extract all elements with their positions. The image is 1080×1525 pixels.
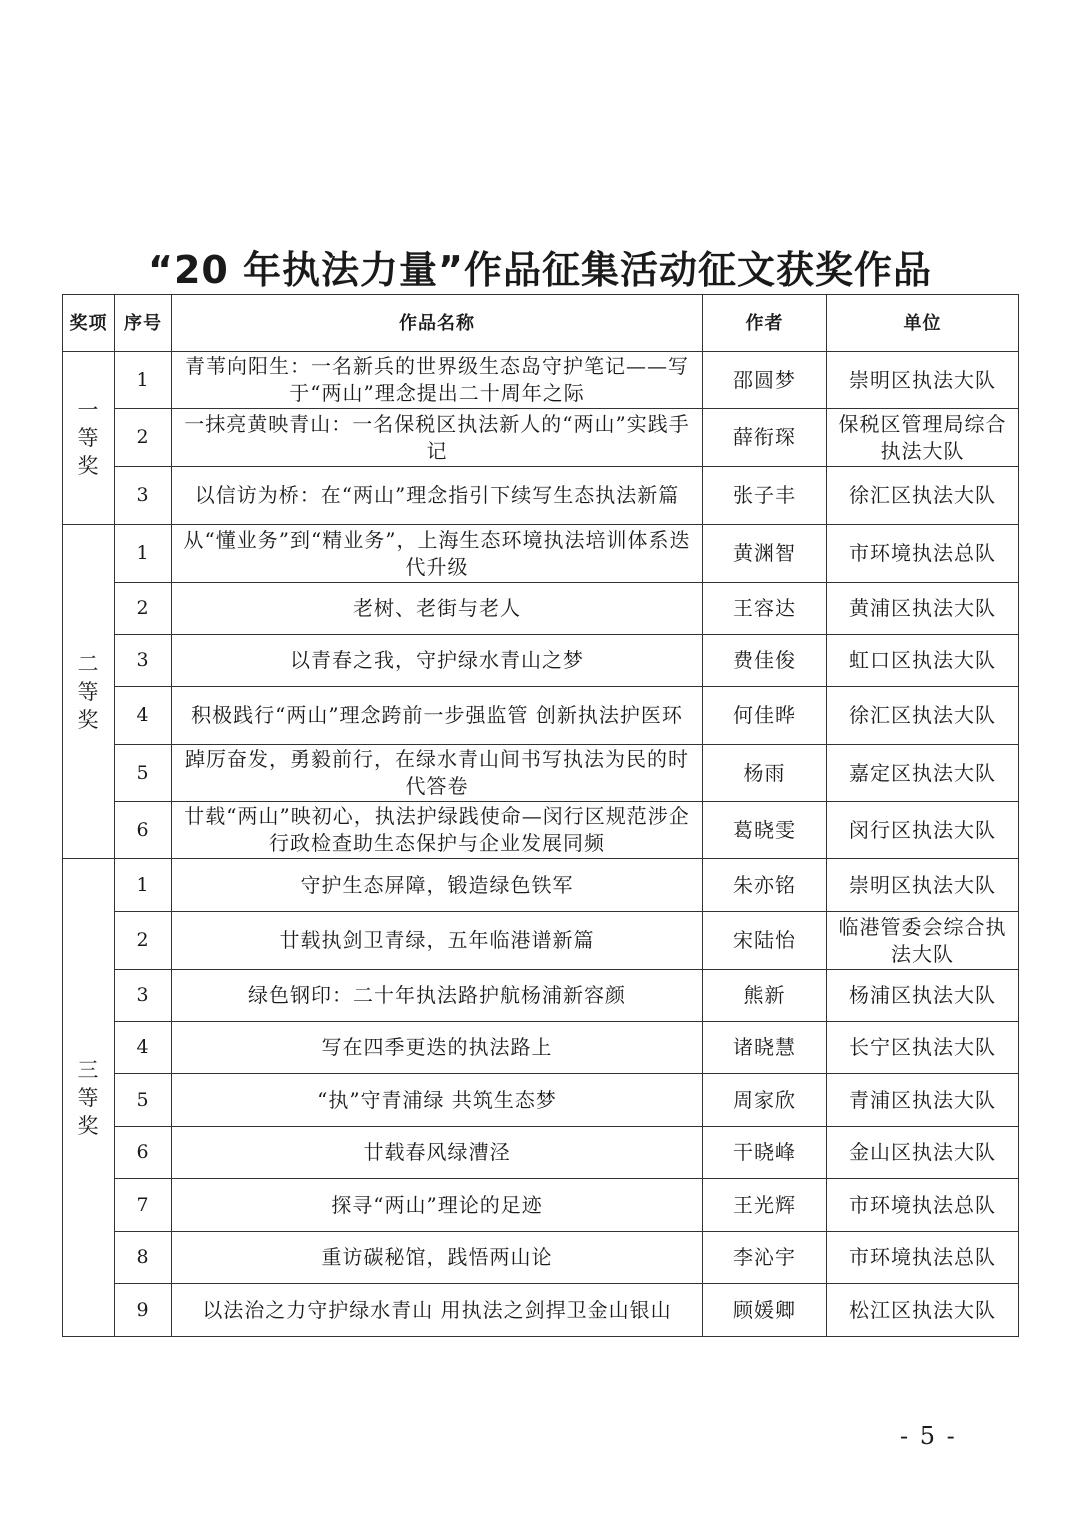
- table-row: [63, 687, 1019, 745]
- author-cell: 王光辉: [703, 1179, 827, 1232]
- index-cell: 1: [115, 525, 172, 583]
- work-title-cell: 廿载“两山”映初心，执法护绿践使命—闵行区规范涉企行政检查助生态保护与企业发展同频: [172, 802, 703, 859]
- author-cell: 诸晓慧: [703, 1022, 827, 1074]
- unit-cell: 市环境执法总队: [827, 1232, 1019, 1284]
- work-title-cell: 以青春之我，守护绿水青山之梦: [172, 635, 703, 687]
- work-title-cell: 守护生态屏障，锻造绿色铁军: [172, 859, 703, 912]
- work-title-cell: 一抹亮黄映青山：一名保税区执法新人的“两山”实践手记: [172, 409, 703, 467]
- author-cell: 周家欣: [703, 1074, 827, 1127]
- table-row: [63, 525, 1019, 583]
- page-number: - 5 -: [900, 1422, 957, 1450]
- unit-cell: 青浦区执法大队: [827, 1074, 1019, 1127]
- table-row: [63, 409, 1019, 467]
- author-cell: 顾媛卿: [703, 1284, 827, 1337]
- author-cell: 何佳晔: [703, 687, 827, 745]
- author-cell: 薛衔琛: [703, 409, 827, 467]
- table-row: [63, 859, 1019, 912]
- author-cell: 李沁宇: [703, 1232, 827, 1284]
- work-title-cell: 廿载执剑卫青绿，五年临港谱新篇: [172, 912, 703, 970]
- unit-cell: 金山区执法大队: [827, 1127, 1019, 1179]
- unit-cell: 松江区执法大队: [827, 1284, 1019, 1337]
- work-title-cell: 积极践行“两山”理念跨前一步强监管 创新执法护医环: [172, 687, 703, 745]
- table-row: [63, 745, 1019, 802]
- table-body: [63, 352, 1019, 1337]
- unit-cell: 虹口区执法大队: [827, 635, 1019, 687]
- work-title-cell: 绿色钢印：二十年执法路护航杨浦新容颜: [172, 970, 703, 1022]
- index-cell: 3: [115, 467, 172, 525]
- work-title-cell: 写在四季更迭的执法路上: [172, 1022, 703, 1074]
- index-cell: 2: [115, 583, 172, 635]
- unit-cell: 杨浦区执法大队: [827, 970, 1019, 1022]
- unit-cell: 黄浦区执法大队: [827, 583, 1019, 635]
- index-cell: 1: [115, 859, 172, 912]
- author-cell: 干晓峰: [703, 1127, 827, 1179]
- author-cell: 杨雨: [703, 745, 827, 802]
- award-category-cell: 一 等 奖: [63, 352, 115, 525]
- work-title-cell: 以法治之力守护绿水青山 用执法之剑捍卫金山银山: [172, 1284, 703, 1337]
- unit-cell: 嘉定区执法大队: [827, 745, 1019, 802]
- author-cell: 王容达: [703, 583, 827, 635]
- index-cell: 4: [115, 687, 172, 745]
- index-cell: 4: [115, 1022, 172, 1074]
- unit-cell: 徐汇区执法大队: [827, 467, 1019, 525]
- page-title: “20 年执法力量”作品征集活动征文获奖作品: [147, 248, 933, 292]
- author-cell: 葛晓雯: [703, 802, 827, 859]
- unit-cell: 保税区管理局综合执法大队: [827, 409, 1019, 467]
- table-row: [63, 802, 1019, 859]
- work-title-cell: 以信访为桥：在“两山”理念指引下续写生态执法新篇: [172, 467, 703, 525]
- unit-cell: 长宁区执法大队: [827, 1022, 1019, 1074]
- index-cell: 2: [115, 912, 172, 970]
- table-row: [63, 635, 1019, 687]
- unit-cell: 市环境执法总队: [827, 525, 1019, 583]
- author-cell: 熊新: [703, 970, 827, 1022]
- table-row: [63, 1022, 1019, 1074]
- work-title-cell: 从“懂业务”到“精业务”，上海生态环境执法培训体系迭代升级: [172, 525, 703, 583]
- table-row: [63, 1232, 1019, 1284]
- index-cell: 8: [115, 1232, 172, 1284]
- table-row: [63, 1127, 1019, 1179]
- author-cell: 邵圆梦: [703, 352, 827, 409]
- work-title-cell: 青苇向阳生：一名新兵的世界级生态岛守护笔记——写于“两山”理念提出二十周年之际: [172, 352, 703, 409]
- unit-cell: 市环境执法总队: [827, 1179, 1019, 1232]
- unit-cell: 崇明区执法大队: [827, 352, 1019, 409]
- work-title-cell: 探寻“两山”理论的足迹: [172, 1179, 703, 1232]
- header-index: 序号: [115, 295, 172, 352]
- author-cell: 黄渊智: [703, 525, 827, 583]
- award-category-cell: 二 等 奖: [63, 525, 115, 859]
- index-cell: 2: [115, 409, 172, 467]
- author-cell: 费佳俊: [703, 635, 827, 687]
- work-title-cell: 重访碳秘馆，践悟两山论: [172, 1232, 703, 1284]
- award-category-cell: 三 等 奖: [63, 859, 115, 1337]
- work-title-cell: 廿载春风绿漕泾: [172, 1127, 703, 1179]
- table-row: [63, 583, 1019, 635]
- header-work-title: 作品名称: [172, 295, 703, 352]
- table-row: [63, 1284, 1019, 1337]
- index-cell: 7: [115, 1179, 172, 1232]
- table-row: [63, 970, 1019, 1022]
- header-category: 奖项: [63, 295, 115, 352]
- table-row: [63, 352, 1019, 409]
- author-cell: 宋陆怡: [703, 912, 827, 970]
- index-cell: 6: [115, 1127, 172, 1179]
- work-title-cell: 踔厉奋发，勇毅前行，在绿水青山间书写执法为民的时代答卷: [172, 745, 703, 802]
- work-title-cell: 老树、老街与老人: [172, 583, 703, 635]
- index-cell: 5: [115, 1074, 172, 1127]
- header-author: 作者: [703, 295, 827, 352]
- index-cell: 9: [115, 1284, 172, 1337]
- author-cell: 朱亦铭: [703, 859, 827, 912]
- header-unit: 单位: [827, 295, 1019, 352]
- index-cell: 3: [115, 635, 172, 687]
- table-row: [63, 1074, 1019, 1127]
- unit-cell: 徐汇区执法大队: [827, 687, 1019, 745]
- index-cell: 5: [115, 745, 172, 802]
- table-header-row: [63, 295, 1019, 352]
- table-row: [63, 1179, 1019, 1232]
- index-cell: 1: [115, 352, 172, 409]
- unit-cell: 临港管委会综合执法大队: [827, 912, 1019, 970]
- table-row: [63, 912, 1019, 970]
- awards-table: [62, 294, 1019, 1337]
- table-row: [63, 467, 1019, 525]
- index-cell: 3: [115, 970, 172, 1022]
- unit-cell: 闵行区执法大队: [827, 802, 1019, 859]
- author-cell: 张子丰: [703, 467, 827, 525]
- work-title-cell: “执”守青浦绿 共筑生态梦: [172, 1074, 703, 1127]
- index-cell: 6: [115, 802, 172, 859]
- unit-cell: 崇明区执法大队: [827, 859, 1019, 912]
